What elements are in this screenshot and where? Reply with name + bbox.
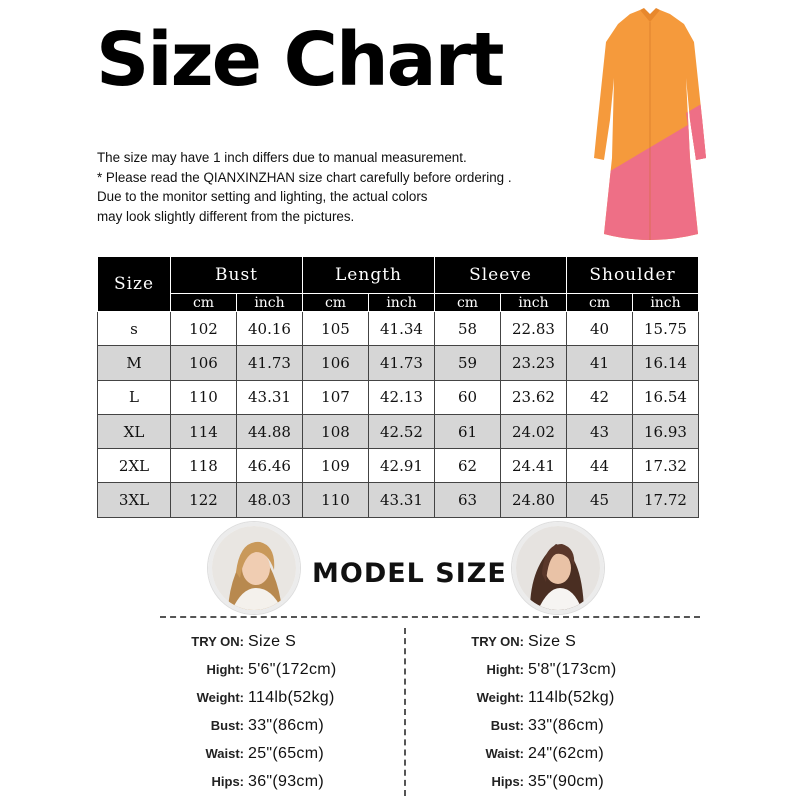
table-cell: 48.03	[237, 483, 303, 517]
table-cell: M	[98, 346, 171, 380]
table-cell: 106	[171, 346, 237, 380]
unit-header: cm	[171, 294, 237, 312]
model-photo-left	[208, 522, 300, 614]
spec-label: Hips:	[491, 774, 524, 789]
model-photo-right	[512, 522, 604, 614]
table-cell: 41	[567, 346, 633, 380]
table-cell: 16.54	[633, 380, 699, 414]
spec-row	[160, 712, 324, 740]
table-cell: 61	[435, 414, 501, 448]
table-row	[98, 414, 699, 448]
spec-label: Bust:	[210, 718, 244, 733]
table-cell: 24.02	[501, 414, 567, 448]
table-cell: 110	[171, 380, 237, 414]
note-line: * Please read the QIANXINZHAN size chart carefully before ordering .	[97, 169, 512, 185]
table-cell: 105	[303, 312, 369, 346]
table-cell: 23.23	[501, 346, 567, 380]
unit-header: inch	[633, 294, 699, 312]
spec-row	[440, 768, 604, 796]
column-divider	[404, 628, 406, 796]
spec-value: 5'8"(173cm)	[528, 661, 617, 678]
table-cell: 24.41	[501, 449, 567, 483]
table-cell: 110	[303, 483, 369, 517]
sleeve-header: Sleeve	[435, 257, 567, 294]
table-row	[98, 380, 699, 414]
unit-header: inch	[501, 294, 567, 312]
spec-row	[160, 740, 324, 768]
spec-row	[440, 628, 577, 656]
size-column-header: Size	[98, 257, 171, 312]
note-line: may look slightly different from the pictures.	[97, 208, 355, 224]
unit-header: inch	[237, 294, 303, 312]
table-cell: 17.72	[633, 483, 699, 517]
model-portrait-icon	[516, 526, 600, 610]
table-cell: 43	[567, 414, 633, 448]
spec-value: 35"(90cm)	[528, 773, 604, 790]
spec-label: Hips:	[211, 774, 244, 789]
unit-header: cm	[567, 294, 633, 312]
spec-row	[440, 684, 615, 712]
table-cell: 63	[435, 483, 501, 517]
spec-label: Bust:	[490, 718, 524, 733]
table-cell: 42.52	[369, 414, 435, 448]
spec-value: Size S	[248, 633, 297, 650]
table-cell: 24.80	[501, 483, 567, 517]
table-cell: 16.93	[633, 414, 699, 448]
spec-row	[160, 656, 337, 684]
table-cell: L	[98, 380, 171, 414]
note-line: Due to the monitor setting and lighting, the actual colors	[97, 189, 428, 204]
spec-label: TRY ON:	[471, 634, 524, 649]
spec-label: Weight:	[476, 690, 524, 705]
page-title: Size Chart	[96, 17, 503, 103]
table-cell: s	[98, 312, 171, 346]
table-row	[98, 312, 699, 346]
table-cell: 22.83	[501, 312, 567, 346]
model-spec-right	[440, 628, 617, 796]
model-spec-left	[160, 628, 337, 796]
spec-row	[440, 740, 604, 768]
spec-value: 114lb(52kg)	[528, 689, 615, 706]
table-row	[98, 346, 699, 380]
table-cell: 106	[303, 346, 369, 380]
table-cell: 59	[435, 346, 501, 380]
spec-value: 24"(62cm)	[528, 745, 604, 762]
size-notes	[97, 148, 512, 226]
table-cell: 43.31	[369, 483, 435, 517]
table-cell: 122	[171, 483, 237, 517]
spec-value: 36"(93cm)	[248, 773, 324, 790]
table-cell: 108	[303, 414, 369, 448]
spec-value: 25"(65cm)	[248, 745, 324, 762]
note-line: The size may have 1 inch differs due to manual measurement.	[97, 150, 467, 165]
table-cell: 46.46	[237, 449, 303, 483]
shoulder-header: Shoulder	[567, 257, 699, 294]
table-cell: 107	[303, 380, 369, 414]
spec-label: Hight:	[206, 662, 244, 677]
spec-label: Waist:	[205, 746, 244, 761]
model-portrait-icon	[212, 526, 296, 610]
spec-value: Size S	[528, 633, 577, 650]
section-divider	[160, 616, 700, 618]
length-header: Length	[303, 257, 435, 294]
table-cell: 41.73	[369, 346, 435, 380]
table-cell: 17.32	[633, 449, 699, 483]
spec-row	[440, 712, 604, 740]
table-cell: 16.14	[633, 346, 699, 380]
table-cell: 44.88	[237, 414, 303, 448]
spec-value: 33"(86cm)	[528, 717, 604, 734]
spec-row	[160, 628, 297, 656]
spec-label: Weight:	[196, 690, 244, 705]
table-cell: 42.13	[369, 380, 435, 414]
table-cell: 58	[435, 312, 501, 346]
bust-header: Bust	[171, 257, 303, 294]
spec-value: 114lb(52kg)	[248, 689, 335, 706]
spec-value: 33"(86cm)	[248, 717, 324, 734]
table-cell: 62	[435, 449, 501, 483]
table-cell: 3XL	[98, 483, 171, 517]
table-cell: 43.31	[237, 380, 303, 414]
table-cell: 44	[567, 449, 633, 483]
size-table	[97, 256, 699, 518]
spec-row	[160, 684, 335, 712]
table-cell: 102	[171, 312, 237, 346]
unit-header: cm	[303, 294, 369, 312]
table-cell: 41.34	[369, 312, 435, 346]
table-cell: XL	[98, 414, 171, 448]
table-row	[98, 449, 699, 483]
table-cell: 42.91	[369, 449, 435, 483]
spec-value: 5'6"(172cm)	[248, 661, 337, 678]
spec-label: TRY ON:	[191, 634, 244, 649]
table-cell: 41.73	[237, 346, 303, 380]
table-cell: 42	[567, 380, 633, 414]
spec-row	[160, 768, 324, 796]
unit-header: cm	[435, 294, 501, 312]
table-cell: 23.62	[501, 380, 567, 414]
table-cell: 2XL	[98, 449, 171, 483]
spec-label: Hight:	[486, 662, 524, 677]
table-cell: 114	[171, 414, 237, 448]
table-row	[98, 483, 699, 517]
table-cell: 15.75	[633, 312, 699, 346]
unit-header: inch	[369, 294, 435, 312]
table-cell: 40	[567, 312, 633, 346]
table-cell: 60	[435, 380, 501, 414]
dress-product-image	[590, 8, 708, 248]
spec-row	[440, 656, 617, 684]
table-cell: 109	[303, 449, 369, 483]
spec-label: Waist:	[485, 746, 524, 761]
model-size-title: MODEL SIZE	[312, 558, 507, 589]
table-cell: 40.16	[237, 312, 303, 346]
table-cell: 45	[567, 483, 633, 517]
table-cell: 118	[171, 449, 237, 483]
